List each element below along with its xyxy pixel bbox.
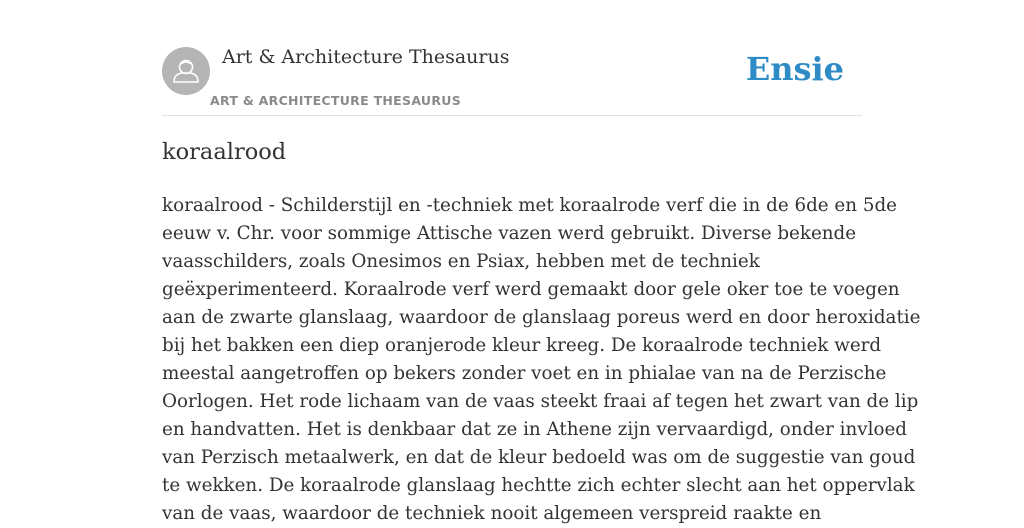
article-body	[162, 192, 921, 528]
body-line: eeuw v. Chr. voor sommige Attische vazen werd gebruikt. Diverse bekende	[162, 223, 857, 244]
body-line: van de vaas, waardoor de techniek nooit algemeen verspreid raakte en	[162, 503, 822, 524]
body-line: en handvatten. Het is denkbaar dat ze in Athene zijn vervaardigd, onder invloed	[162, 419, 907, 440]
article-title: koraalrood	[162, 139, 287, 165]
body-line: van Perzisch metaalwerk, en dat de kleur bedoeld was om de suggestie van goud	[162, 447, 916, 468]
user-avatar-icon[interactable]	[162, 47, 210, 95]
body-line: vaasschilders, zoals Onesimos en Psiax, hebben met de techniek	[162, 251, 760, 272]
body-line: meestal aangetroffen op bekers zonder voet en in phialae van na de Perzische	[162, 363, 887, 384]
author-name-link[interactable]: Art & Architecture Thesaurus	[222, 46, 510, 68]
body-line: Oorlogen. Het rode lichaam van de vaas steekt fraai af tegen het zwart van de lip	[162, 391, 919, 412]
header	[162, 47, 862, 116]
body-line: aan de zwarte glanslaag, waardoor de glanslaag poreus werd en door heroxidatie	[162, 307, 921, 328]
ensie-logo-link[interactable]: Ensie	[745, 50, 844, 88]
body-line: koraalrood - Schilderstijl en -techniek met koraalrode verf die in de 6de en 5de	[162, 195, 897, 216]
body-line: geëxperimenteerd. Koraalrode verf werd gemaakt door gele oker toe te voegen	[162, 279, 900, 300]
user-silhouette-icon	[162, 47, 210, 95]
body-line: bij het bakken een diep oranjerode kleur kreeg. De koraalrode techniek werd	[162, 335, 882, 356]
author-subtitle: ART & ARCHITECTURE THESAURUS	[210, 93, 462, 108]
body-line: te wekken. De koraalrode glanslaag hechtte zich echter slecht aan het oppervlak	[162, 475, 915, 496]
